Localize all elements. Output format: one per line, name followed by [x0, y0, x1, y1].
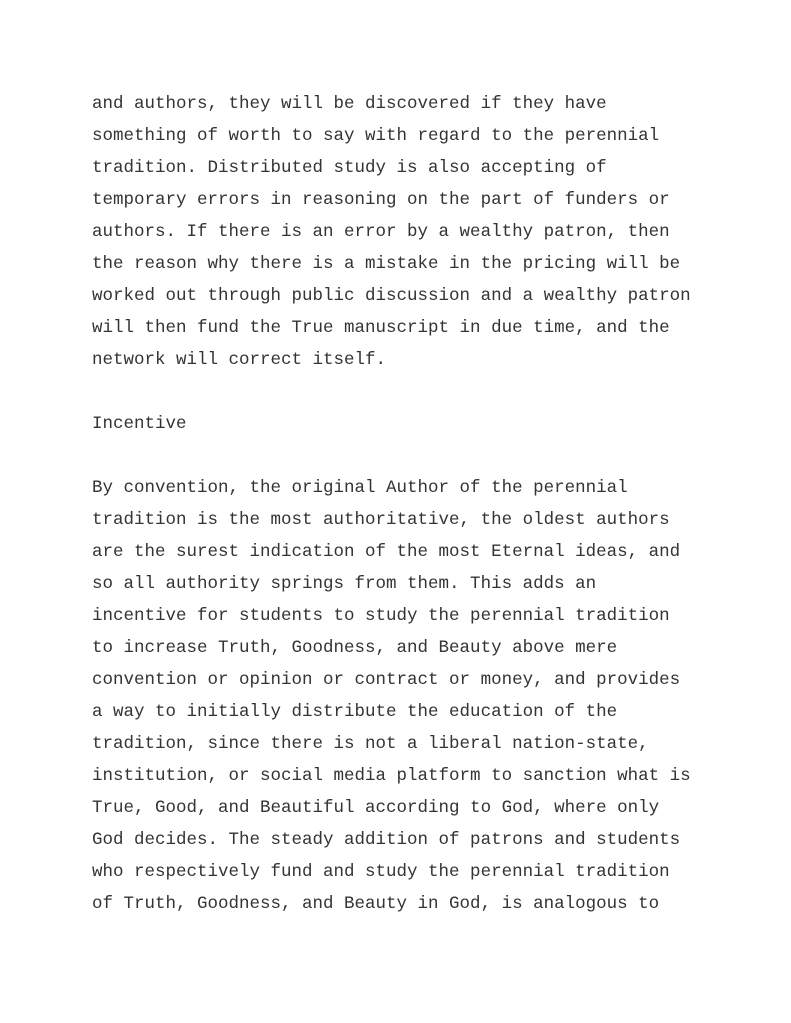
- text-line: will then fund the True manuscript in due time, and the: [92, 318, 670, 338]
- section-heading-incentive: [92, 408, 751, 440]
- text-line: of Truth, Goodness, and Beauty in God, is analogous to: [92, 894, 660, 914]
- text-line: are the surest indication of the most Eternal ideas, and: [92, 542, 681, 562]
- text-line: tradition. Distributed study is also accepting of: [92, 158, 607, 178]
- text-line: God decides. The steady addition of patrons and students: [92, 830, 681, 850]
- paragraph-incentive: [92, 472, 751, 920]
- paragraph-distributed-study: [92, 88, 751, 376]
- text-line: and authors, they will be discovered if they have: [92, 94, 607, 114]
- text-line: worked out through public discussion and a wealthy patron: [92, 286, 691, 306]
- text-line: institution, or social media platform to sanction what is: [92, 766, 691, 786]
- text-line: tradition, since there is not a liberal nation-state,: [92, 734, 649, 754]
- text-line: network will correct itself.: [92, 350, 387, 370]
- text-line: convention or opinion or contract or money, and provides: [92, 670, 681, 690]
- text-line: temporary errors in reasoning on the part of funders or: [92, 190, 670, 210]
- text-line: who respectively fund and study the perennial tradition: [92, 862, 670, 882]
- text-line: something of worth to say with regard to the perennial: [92, 126, 660, 146]
- text-line: tradition is the most authoritative, the oldest authors: [92, 510, 670, 530]
- text-line: authors. If there is an error by a wealthy patron, then: [92, 222, 670, 242]
- text-line: a way to initially distribute the education of the: [92, 702, 618, 722]
- text-line: True, Good, and Beautiful according to God, where only: [92, 798, 660, 818]
- text-line: to increase Truth, Goodness, and Beauty above mere: [92, 638, 618, 658]
- page-content: [92, 88, 751, 920]
- heading-text: Incentive: [92, 414, 187, 434]
- text-line: incentive for students to study the perennial tradition: [92, 606, 670, 626]
- text-line: the reason why there is a mistake in the pricing will be: [92, 254, 681, 274]
- text-line: By convention, the original Author of the perennial: [92, 478, 628, 498]
- text-line: so all authority springs from them. This adds an: [92, 574, 597, 594]
